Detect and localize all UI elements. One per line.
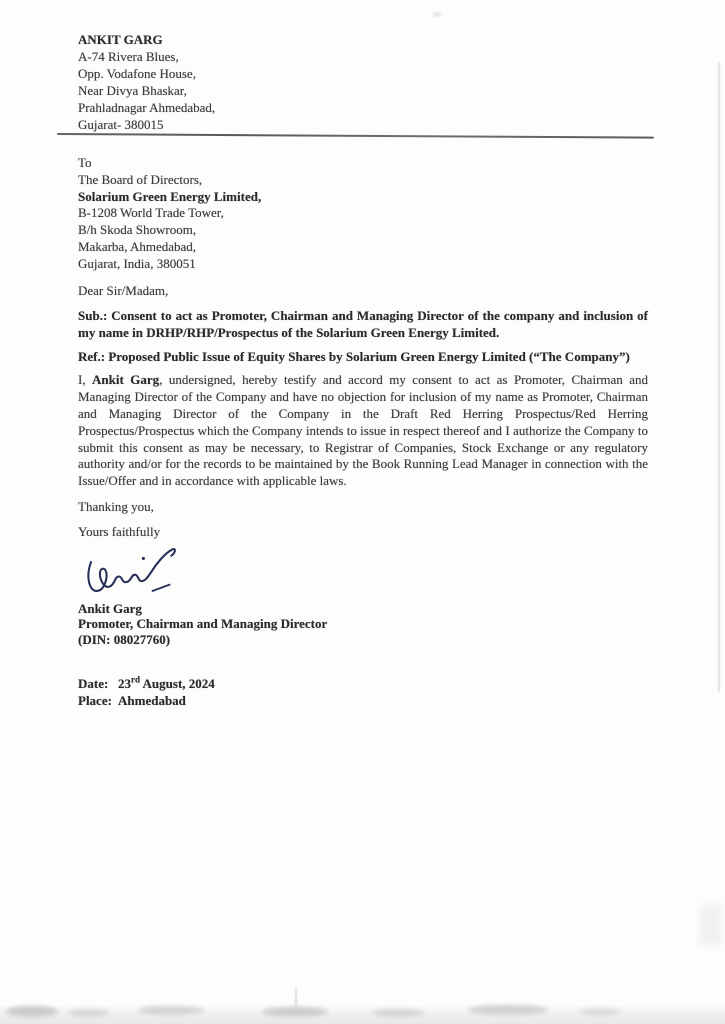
- scan-smudge: [262, 1007, 328, 1017]
- faithfully-line: Yours faithfully: [78, 523, 161, 539]
- thanking-line: Thanking you,: [78, 498, 154, 514]
- sender-name: ANKIT GARG: [78, 32, 163, 47]
- body-signatory-name: Ankit Garg: [92, 372, 160, 388]
- place-value: Ahmedabad: [118, 693, 186, 709]
- recipient-line: The Board of Directors,: [78, 171, 203, 187]
- sender-address-line: Near Divya Bhaskar,: [78, 83, 187, 98]
- recipient-address-line: Makarba, Ahmedabad,: [78, 238, 197, 254]
- date-value: 23rd August, 2024: [118, 674, 215, 692]
- scan-smudge: [68, 1009, 110, 1017]
- signatory-din: (DIN: 08027760): [78, 631, 171, 647]
- date-row: [78, 675, 648, 692]
- place-row: [78, 692, 648, 709]
- recipient-block: [78, 155, 648, 273]
- place-label: Place:: [78, 693, 112, 709]
- greeting: Dear Sir/Madam,: [78, 282, 169, 298]
- body-paragraph: [78, 372, 648, 490]
- date-label: Date:: [78, 676, 109, 692]
- signatory-designation: Promoter, Chairman and Managing Director: [78, 616, 328, 632]
- sender-address-line: Prahladnagar Ahmedabad,: [78, 100, 216, 115]
- signature-block: [78, 601, 648, 648]
- recipient-company: Solarium Green Energy Limited,: [78, 188, 262, 204]
- subject-line: Sub.: Consent to act as Promoter, Chairman and Managing Director of the company and inclusion of my name in DRHP/RHP/Prospectus of the Solarium Green Energy Limited.: [78, 308, 648, 341]
- scan-smudge: [138, 1006, 204, 1015]
- signatory-name: Ankit Garg: [78, 600, 142, 616]
- sender-address-line: Gujarat- 380015: [78, 117, 164, 132]
- recipient-address-line: B-1208 World Trade Tower,: [78, 205, 224, 221]
- scan-speck: [433, 12, 441, 17]
- sender-block: [78, 31, 648, 133]
- recipient-address-line: B/h Skoda Showroom,: [78, 222, 197, 238]
- scan-shadow-bottom: [0, 1004, 725, 1024]
- recipient-to-label: To: [78, 155, 92, 170]
- recipient-address-line: Gujarat, India, 380051: [78, 255, 196, 271]
- scan-smudge: [6, 1006, 58, 1017]
- sender-address-line: A-74 Rivera Blues,: [78, 49, 179, 64]
- scan-edge-line: [718, 62, 720, 692]
- reference-line: Ref.: Proposed Public Issue of Equity Shares by Solarium Green Energy Limited (“The Company”): [78, 349, 630, 365]
- scan-smudge: [372, 1009, 424, 1017]
- scan-smudge: [580, 1008, 620, 1016]
- body-intro: I,: [78, 372, 93, 388]
- scan-corner-shade: [700, 905, 722, 945]
- sender-address-line: Opp. Vodafone House,: [78, 66, 196, 81]
- body-rest: , undersigned, hereby testify and accord my consent to act as Promoter, Chairman and Managing Director of the Company and have no objection for inclusion of my name as Promoter, Chairman and Managing Director of the Company in the Draft Red Herring Prospectus/Red Herring Prospectus/Prospectus which the Company intends to issue in respect thereof and I authorize the Company to submit this consent as may be necessary, to Registrar of Companies, Stock Exchange or any regulatory authority and/or for the records to be maintained by the Book Running Lead Manager in connection with the Issue/Offer and in accordance with applicable laws.: [78, 372, 649, 489]
- scan-smudge: [468, 1005, 548, 1015]
- signature-icon: [78, 544, 198, 600]
- date-place-block: [78, 675, 648, 709]
